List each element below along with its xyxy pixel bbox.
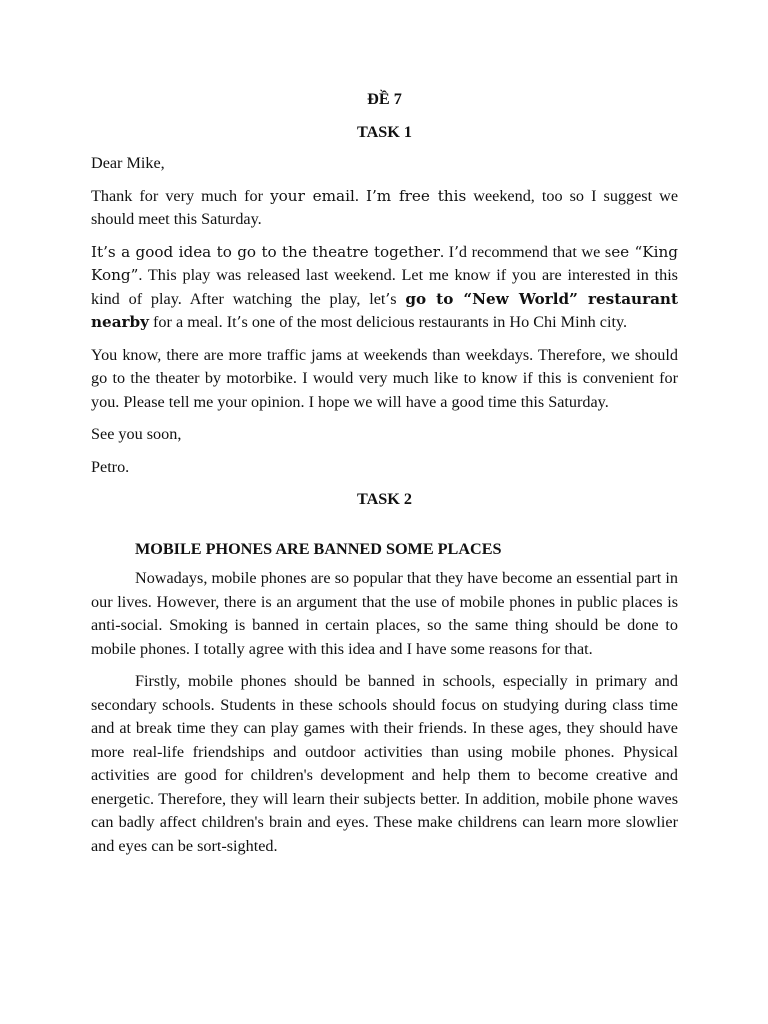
task1-title: TASK 1 — [356, 122, 413, 141]
highlighted-phrase: It’s a good idea to go to the theatre together — [91, 242, 441, 261]
letter-paragraph-2: It’s a good idea to go to the theatre together. I’d recommend that we see “King Kong”. This play was released last weekend. Let me know if you are interested in this kind of play. After watching the play, let’s go to “New World” restaurant nearby for a meal. It’s one of the most delicious restaurants in Ho Chi Minh city. — [91, 242, 679, 331]
document-page — [91, 88, 678, 867]
letter-closing: See you soon, — [91, 425, 182, 443]
highlighted-phrase: I’m free this — [365, 186, 467, 205]
essay-paragraph-2: Firstly, mobile phones should be banned in schools, especially in primary and secondary schools. Students in these schools should focus on studying during class time and at break time they can play games with their friends. In these ages, they should have more real-life friendships and outdoor activities than using mobile phones. Physical activities are good for children's development and help them to become creative and energetic. Therefore, they will learn their subjects better. In addition, mobile phone waves can badly affect children's brain and eyes. These make childrens can learn more slowlier and eyes can be sort-sighted. — [91, 672, 678, 855]
task2-title: TASK 2 — [356, 490, 413, 508]
highlighted-phrase: ’ — [236, 313, 242, 331]
highlighted-phrase: ee “King Kong” — [91, 242, 679, 284]
highlighted-phrase: ’ — [454, 242, 459, 261]
highlighted-phrase: your email — [270, 186, 355, 205]
exam-title: ĐỀ 7 — [367, 90, 402, 108]
letter-paragraph-1: Thank for very much for your email. I’m free this weekend, too so I suggest we should meet this Saturday. — [91, 186, 679, 228]
essay-heading: MOBILE PHONES ARE BANNED SOME PLACES — [135, 539, 502, 558]
letter-salutation: Dear Mike, — [91, 154, 165, 172]
letter-signature: Petro. — [91, 457, 130, 476]
letter-paragraph-3: You know, there are more traffic jams at weekends than weekdays. Therefore, we should go to the theater by motorbike. I would very much like to know if this is convenient for you. Please tell me your opinion. I hope we will have a good time this Saturday. — [91, 345, 678, 411]
highlighted-phrase: go to “New World” restaurant nearby — [91, 289, 678, 331]
essay-paragraph-1: Nowadays, mobile phones are so popular that they have become an essential part in our lives. However, there is an argument that the use of mobile phones in public places is anti-social. Smoking is banned in certain places, so the same thing should be done to mobile phones. I totally agree with this idea and I have some reasons for that. — [91, 569, 678, 658]
highlighted-phrase: ’ — [385, 289, 391, 308]
